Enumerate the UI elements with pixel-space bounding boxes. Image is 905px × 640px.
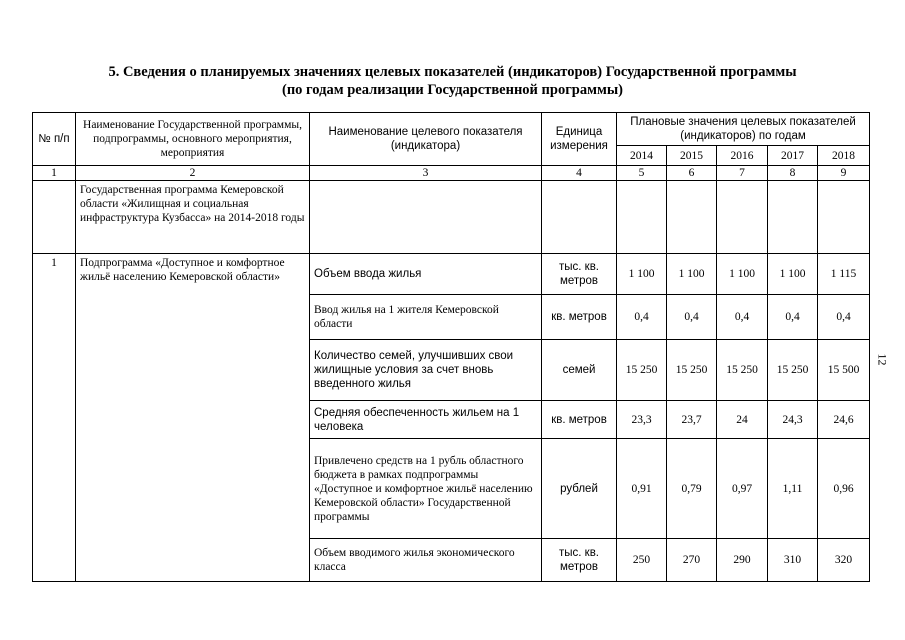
table-row	[33, 254, 870, 295]
col-number: 6	[667, 166, 717, 181]
indicators-table	[32, 112, 870, 582]
value-cell: 0,4	[768, 295, 818, 340]
value-cell: 0,91	[617, 439, 667, 539]
subprogram-num: 1	[33, 254, 76, 582]
value-cell: 0,96	[818, 439, 870, 539]
col-number: 7	[717, 166, 768, 181]
unit-cell: рублей	[542, 439, 617, 539]
title-line-2: (по годам реализации Государственной программы)	[282, 82, 623, 98]
value-cell: 1 100	[717, 254, 768, 295]
value-cell: 310	[768, 539, 818, 582]
value-cell: 23,3	[617, 401, 667, 439]
document-title	[0, 63, 905, 99]
header-unit: Единица измерения	[542, 113, 617, 166]
value-cell: 0,4	[717, 295, 768, 340]
col-number: 1	[33, 166, 76, 181]
value-cell: 15 250	[667, 340, 717, 401]
indicator-name: Средняя обеспеченность жильем на 1 человека	[310, 401, 542, 439]
value-cell: 1 100	[617, 254, 667, 295]
unit-cell: тыс. кв. метров	[542, 539, 617, 582]
header-year: 2014	[617, 146, 667, 166]
col-number: 9	[818, 166, 870, 181]
value-cell: 0,4	[617, 295, 667, 340]
state-program-name: Государственная программа Кемеровской области «Жилищная и социальная инфраструктура Кузбасса» на 2014-2018 годы	[76, 181, 310, 254]
col-number: 3	[310, 166, 542, 181]
unit-cell: кв. метров	[542, 401, 617, 439]
value-cell: 15 250	[717, 340, 768, 401]
title-line-1: 5. Сведения о планируемых значениях целевых показателей (индикаторов) Государственной программы	[108, 64, 797, 80]
indicator-name: Объем вводимого жилья экономического класса	[310, 539, 542, 582]
value-cell: 0,4	[818, 295, 870, 340]
col-number: 5	[617, 166, 667, 181]
header-year: 2015	[667, 146, 717, 166]
header-year: 2018	[818, 146, 870, 166]
value-cell: 1 100	[667, 254, 717, 295]
state-program-num	[33, 181, 76, 254]
page-number: 12	[875, 353, 890, 366]
value-cell: 15 500	[818, 340, 870, 401]
subprogram-name: Подпрограмма «Доступное и комфортное жильё населению Кемеровской области»	[76, 254, 310, 582]
header-planned: Плановые значения целевых показателей (индикаторов) по годам	[617, 113, 870, 146]
value-cell: 1 115	[818, 254, 870, 295]
unit-cell: тыс. кв. метров	[542, 254, 617, 295]
value-cell: 0,97	[717, 439, 768, 539]
unit-cell: семей	[542, 340, 617, 401]
unit-cell: кв. метров	[542, 295, 617, 340]
col-number: 4	[542, 166, 617, 181]
value-cell: 320	[818, 539, 870, 582]
indicator-name: Количество семей, улучшивших свои жилищные условия за счет вновь введенного жилья	[310, 340, 542, 401]
value-cell: 24	[717, 401, 768, 439]
indicator-name: Ввод жилья на 1 жителя Кемеровской области	[310, 295, 542, 340]
value-cell: 1,11	[768, 439, 818, 539]
value-cell: 0,4	[667, 295, 717, 340]
header-num: № п/п	[33, 113, 76, 166]
header-year: 2016	[717, 146, 768, 166]
value-cell: 15 250	[768, 340, 818, 401]
indicator-name: Привлечено средств на 1 рубль областного бюджета в рамках подпрограммы «Доступное и комфортное жильё населению Кемеровской области» Государственной программы	[310, 439, 542, 539]
col-number: 8	[768, 166, 818, 181]
value-cell: 23,7	[667, 401, 717, 439]
header-year: 2017	[768, 146, 818, 166]
col-number: 2	[76, 166, 310, 181]
value-cell: 24,6	[818, 401, 870, 439]
value-cell: 270	[667, 539, 717, 582]
value-cell: 24,3	[768, 401, 818, 439]
value-cell: 290	[717, 539, 768, 582]
header-indicator: Наименование целевого показателя (индикатора)	[310, 113, 542, 166]
value-cell: 15 250	[617, 340, 667, 401]
value-cell: 250	[617, 539, 667, 582]
header-program: Наименование Государственной программы, подпрограммы, основного мероприятия, мероприятия	[76, 113, 310, 166]
indicator-name: Объем ввода жилья	[310, 254, 542, 295]
value-cell: 1 100	[768, 254, 818, 295]
value-cell: 0,79	[667, 439, 717, 539]
